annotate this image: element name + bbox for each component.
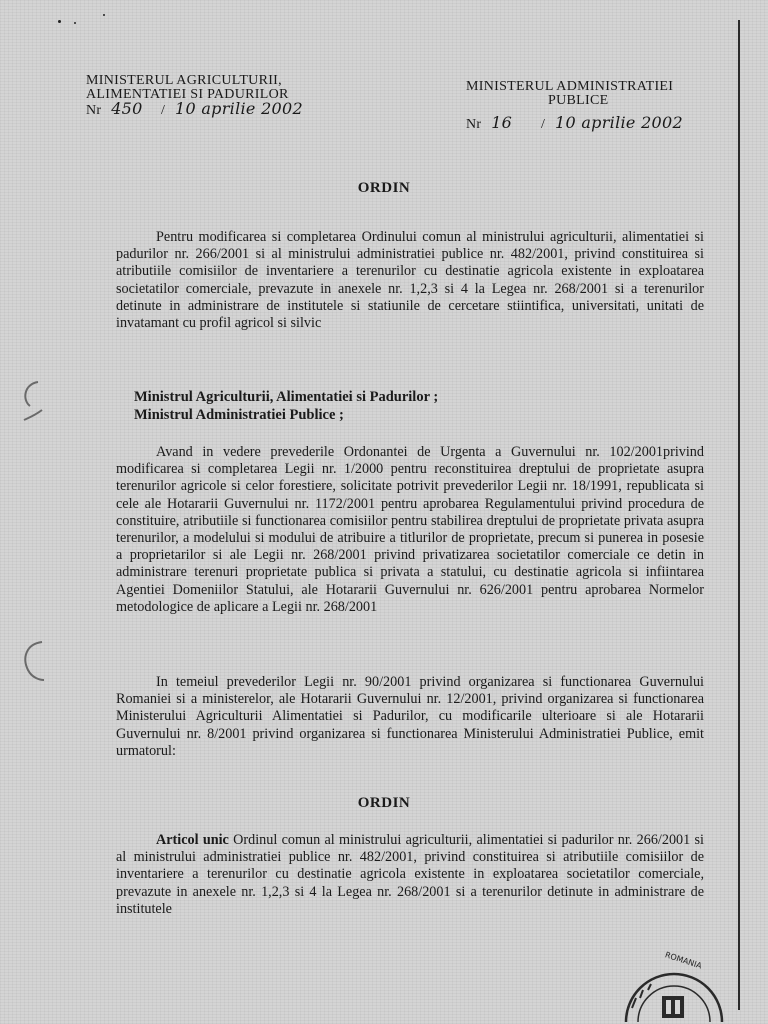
ministry-line: MINISTERUL AGRICULTURII,: [86, 73, 282, 88]
scan-speck: [74, 22, 76, 24]
article-label: Articol unic: [156, 832, 229, 848]
legal-basis-paragraph: In temeiul prevederilor Legii nr. 90/2001 privind organizarea si functionarea Guvernului Romaniei si a ministerelor, ale Hotararii Guvernului nr. 12/2001, privind organizarea si functionarea Ministerului Agriculturii Alimentatiei si Padurilor, cu modificarile ulterioare si ale Hotararii Guvernului nr. 8/2001 privind organizarea si functionarea Ministerului Administratiei Publice, emit urmatorul:: [116, 674, 704, 759]
scan-edge-line: [738, 20, 740, 1010]
scan-speck: [58, 20, 61, 23]
registration-number-row: Nr 450 / 10 aprilie 2002: [86, 99, 303, 118]
considering-paragraph: Avand in vedere prevederile Ordonantei de Urgenta a Guvernului nr. 102/2001privind modificarea si completarea Legii nr. 1/2000 pentru reconstituirea dreptului de proprietate asupra terenurilor agricole si celor forestiere, solicitate potrivit prevederilor Legii nr. 18/1991, republicata si cele ale Hotararii Guvernului nr. 1172/2001 pentru aprobarea Regulamentului privind procedura de constituire, atributiile si functionarea comisiilor pentru stabilirea dreptului de proprietate privata asupra terenurilor, a modelului si modului de atribuire a titlurilor de proprietate, precum si punerea in posesie a proprietarilor si ale Legii nr. 268/2001 privind privatizarea societatilor comerciale ce detin in administrare terenuri proprietate publica si privata a statului, cu destinatie agricola si infiintarea Agentiei Domeniilor Statului, ale Hotararii Guvernului nr. 626/2001 pentru aprobarea Normelor metodologice de aplicare a Legii nr. 268/2001: [116, 444, 704, 615]
nr-label: Nr: [466, 117, 482, 132]
minister-line: Ministrul Agriculturii, Alimentatiei si Padurilor ;: [134, 389, 439, 405]
article-text: Ordinul comun al ministrului agriculturii, alimentatiei si padurilor nr. 266/2001 si al ministrului administratiei publice nr. 482/2001, privind constituirea si atributiile comisiilor de inventariere a terenurilor cu destinatie agricola existente in exploatarea societatilor comerciale, prevazute in anexele nr. 1,2,3 si 4 la Legea nr. 268/2001 si a terenurilor detinute in administrare de institutele: [116, 832, 704, 917]
intro-paragraph: Pentru modificarea si completarea Ordinului comun al ministrului agriculturii, alimentatiei si padurilor nr. 266/2001 si al ministrului administratiei publice nr. 482/2001, privind constituirea si atributiile comisiilor de inventariere a terenurilor cu destinatie agricola existente in exploatarea societatilor comerciale, prevazute in anexele nr. 1,2,3 si 4 la Legea nr. 268/2001 si a terenurilor detinute in administrare de institutele si statiunile de cercetare stiintifica, universitati, unitati de invatamant cu profil agricol si silvic: [116, 229, 704, 332]
registration-number-row: Nr 16 / 10 aprilie 2002: [466, 113, 683, 132]
official-stamp-icon: [618, 938, 728, 1022]
punch-hole-icon: [14, 376, 54, 426]
article-paragraph: [116, 832, 704, 918]
handwritten-number: 16: [491, 113, 513, 132]
ministry-line: MINISTERUL ADMINISTRATIEI: [466, 79, 674, 94]
ministry-line: ALIMENTATIEI SI PADURILOR: [86, 87, 289, 102]
header-left-ministry: [86, 74, 309, 118]
handwritten-number: 450: [111, 99, 143, 118]
minister-line: Ministrul Administratiei Publice ;: [134, 407, 344, 423]
nr-label: Nr: [86, 103, 102, 118]
handwritten-date: 10 aprilie 2002: [555, 113, 683, 132]
svg-text:ROMANIA: ROMANIA: [663, 950, 703, 971]
order-title: ORDIN: [357, 795, 411, 811]
header-right-ministry: [466, 80, 689, 132]
issuing-ministers: [134, 388, 438, 424]
handwritten-date: 10 aprilie 2002: [175, 99, 303, 118]
punch-hole-icon: [14, 636, 54, 686]
scan-speck: [103, 14, 105, 16]
ministry-line: PUBLICE: [548, 93, 609, 108]
document-title: ORDIN: [357, 180, 411, 196]
